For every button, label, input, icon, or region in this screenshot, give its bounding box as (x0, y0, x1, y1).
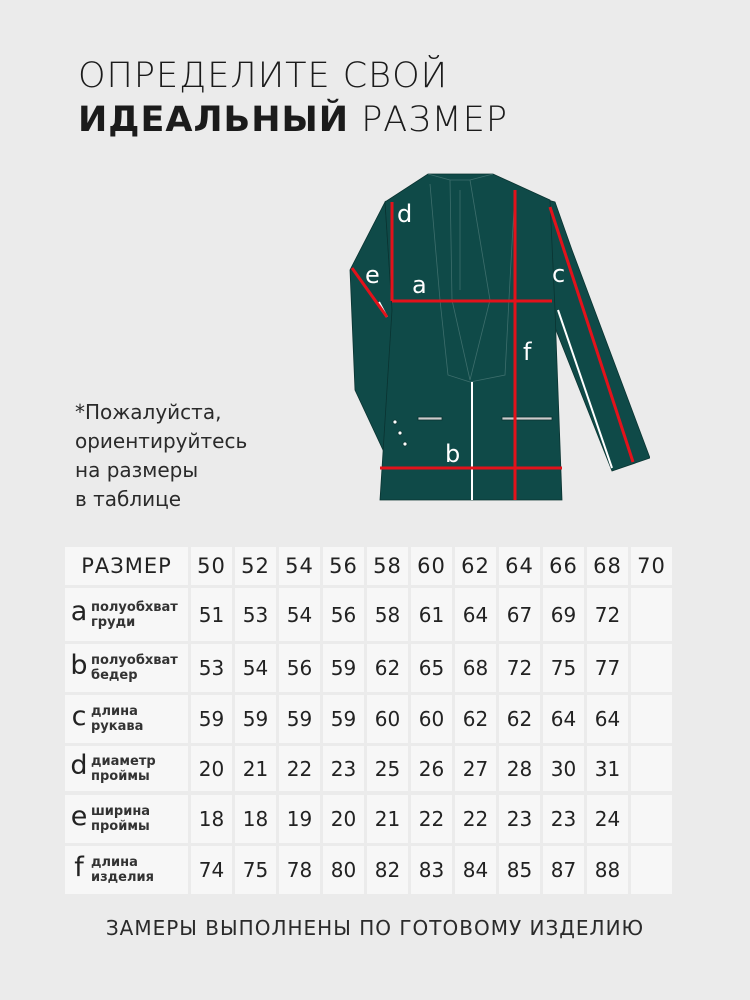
row-letter: d (70, 750, 88, 781)
table-cell: 20 (191, 746, 232, 791)
label-b: b (445, 440, 461, 468)
table-cell: 18 (235, 795, 276, 843)
table-cell: 22 (411, 795, 452, 843)
table-cell: 80 (323, 846, 364, 894)
table-cell: 69 (543, 588, 584, 641)
table-cell: 77 (587, 644, 628, 692)
table-cell: 20 (323, 795, 364, 843)
row-desc-line: бедер (91, 668, 138, 683)
row-desc-line: проймы (91, 819, 150, 834)
table-cell: 59 (279, 695, 320, 743)
table-cell: 59 (235, 695, 276, 743)
row-desc-line: рукава (91, 719, 144, 734)
header-size: 52 (235, 547, 276, 585)
table-cell: 22 (279, 746, 320, 791)
row-letter: f (74, 851, 84, 883)
header-size: 70 (631, 547, 672, 585)
table-cell: 21 (367, 795, 408, 843)
table-cell: 56 (279, 644, 320, 692)
title-bold: ИДЕАЛЬНЫЙ (78, 100, 350, 140)
table-cell: 64 (455, 588, 496, 641)
header-size: 60 (411, 547, 452, 585)
jacket-measurement-diagram (340, 160, 650, 510)
note-line: ориентируйтесь (75, 429, 248, 453)
table-cell: 85 (499, 846, 540, 894)
label-c: c (552, 260, 566, 288)
table-cell: 19 (279, 795, 320, 843)
table-cell: 87 (543, 846, 584, 894)
table-cell: 74 (191, 846, 232, 894)
row-letter: b (70, 649, 88, 681)
row-desc-line: изделия (91, 870, 154, 885)
table-cell: 56 (323, 588, 364, 641)
header-size: 68 (587, 547, 628, 585)
table-cell: 25 (367, 746, 408, 791)
row-label-c (65, 695, 188, 743)
table-cell: 72 (587, 588, 628, 641)
table-cell: 64 (543, 695, 584, 743)
table-cell: 67 (499, 588, 540, 641)
table-cell: 68 (455, 644, 496, 692)
note-line: на размеры (75, 458, 199, 482)
size-note (75, 398, 247, 514)
note-line: *Пожалуйста, (75, 400, 222, 424)
row-label-a (65, 588, 188, 641)
table-cell: 62 (367, 644, 408, 692)
header-size: 62 (455, 547, 496, 585)
table-cell (631, 695, 672, 743)
table-cell: 82 (367, 846, 408, 894)
table-cell: 78 (279, 846, 320, 894)
label-e: e (365, 261, 380, 289)
row-desc-line: груди (91, 614, 136, 630)
table-cell: 18 (191, 795, 232, 843)
table-cell: 30 (543, 746, 584, 791)
note-line: в таблице (75, 487, 182, 511)
jacket-illustration (350, 174, 650, 500)
table-cell (631, 746, 672, 791)
row-description (91, 804, 150, 834)
table-cell: 23 (499, 795, 540, 843)
table-cell: 26 (411, 746, 452, 791)
row-description (91, 855, 154, 885)
table-cell: 60 (411, 695, 452, 743)
table-cell: 22 (455, 795, 496, 843)
row-label-d (65, 746, 188, 791)
label-a: a (412, 271, 427, 299)
table-cell: 53 (235, 588, 276, 641)
table-cell: 24 (587, 795, 628, 843)
table-cell: 75 (235, 846, 276, 894)
row-letter: a (70, 596, 88, 627)
table-cell: 65 (411, 644, 452, 692)
row-description (91, 600, 178, 630)
row-desc-line: проймы (91, 768, 150, 784)
table-cell: 27 (455, 746, 496, 791)
table-cell (631, 588, 672, 641)
table-cell: 72 (499, 644, 540, 692)
row-desc-line: длина (91, 704, 138, 719)
header-size: 66 (543, 547, 584, 585)
table-cell: 54 (279, 588, 320, 641)
row-label-f (65, 846, 188, 894)
footer-note: ЗАМЕРЫ ВЫПОЛНЕНЫ ПО ГОТОВОМУ ИЗДЕЛИЮ (105, 916, 645, 940)
table-cell: 60 (367, 695, 408, 743)
header-size: 50 (191, 547, 232, 585)
label-f: f (523, 338, 532, 366)
table-cell: 88 (587, 846, 628, 894)
table-cell: 64 (587, 695, 628, 743)
row-desc-line: диаметр (91, 753, 156, 769)
table-cell: 53 (191, 644, 232, 692)
header-size: 58 (367, 547, 408, 585)
table-cell: 54 (235, 644, 276, 692)
table-cell (631, 846, 672, 894)
table-cell: 61 (411, 588, 452, 641)
title-line-2 (78, 100, 508, 140)
table-cell: 51 (191, 588, 232, 641)
row-desc-line: длина (91, 855, 138, 870)
table-cell: 59 (323, 644, 364, 692)
table-cell: 75 (543, 644, 584, 692)
title-rest: РАЗМЕР (361, 100, 508, 140)
header-size: 64 (499, 547, 540, 585)
label-d: d (397, 200, 413, 228)
row-description (91, 704, 143, 734)
title-line-1: ОПРЕДЕЛИТЕ СВОЙ (78, 56, 449, 96)
row-label-b (65, 644, 188, 692)
header-size: 56 (323, 547, 364, 585)
table-cell: 23 (543, 795, 584, 843)
table-cell: 59 (323, 695, 364, 743)
row-desc-line: полуобхват (91, 653, 178, 668)
table-cell (631, 644, 672, 692)
row-label-e (65, 795, 188, 843)
row-desc-line: полуобхват (91, 599, 178, 615)
row-description (91, 754, 156, 784)
table-cell: 83 (411, 846, 452, 894)
row-desc-line: ширина (91, 804, 151, 819)
table-cell (631, 795, 672, 843)
table-cell: 84 (455, 846, 496, 894)
table-cell: 21 (235, 746, 276, 791)
row-letter: e (70, 800, 88, 832)
table-cell: 59 (191, 695, 232, 743)
table-cell: 58 (367, 588, 408, 641)
table-cell: 62 (499, 695, 540, 743)
header-size: 54 (279, 547, 320, 585)
table-cell: 23 (323, 746, 364, 791)
row-description (91, 653, 178, 683)
table-cell: 31 (587, 746, 628, 791)
table-cell: 62 (455, 695, 496, 743)
row-letter: c (71, 700, 87, 732)
table-cell: 28 (499, 746, 540, 791)
header-size-label: РАЗМЕР (65, 547, 188, 585)
